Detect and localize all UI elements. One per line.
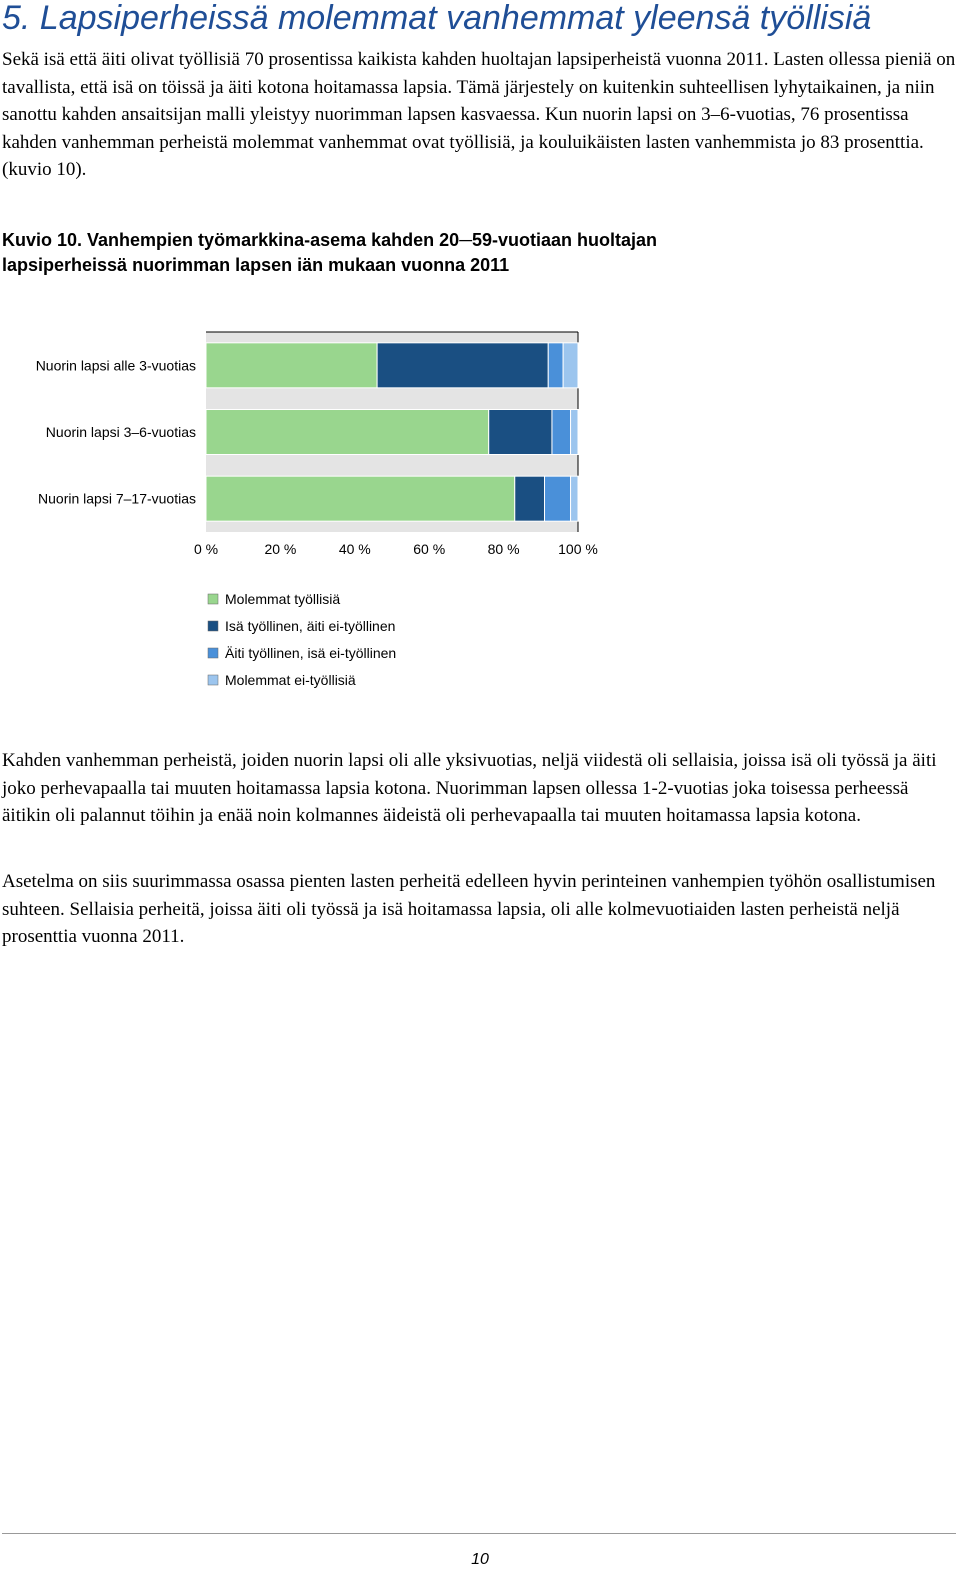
legend-label: Äiti työllinen, isä ei-työllinen — [225, 645, 397, 661]
bar-segment — [489, 410, 552, 455]
section-heading: 5. Lapsiperheissä molemmat vanhemmat yleensä työllisiä — [2, 0, 872, 37]
bar-segment — [563, 343, 578, 388]
x-tick-label: 60 % — [413, 541, 446, 557]
legend-swatch — [208, 648, 218, 658]
x-tick-label: 0 % — [193, 541, 219, 557]
bar-segment — [377, 343, 548, 388]
body-paragraph-1: Kahden vanhemman perheistä, joiden nuorin lapsi oli alle yksivuotias, neljä viidestä oli sellaisia, joissa isä oli työssä ja äiti joko perhevapaalla tai muuten hoitamassa lapsia kotona. Nuorimman lapsen ollessa 1-2-vuotias joka toisessa perheessä äitikin oli palannut töihin ja enää noin kolmannes äideistä oli perhevapaalla tai muuten hoitamassa lapsia kotona. — [2, 750, 937, 826]
bar-segment — [552, 410, 571, 455]
x-tick-label: 100 % — [558, 541, 598, 557]
legend-swatch — [208, 594, 218, 604]
footer-divider — [2, 1533, 956, 1534]
stacked-bar-chart — [0, 318, 720, 708]
legend-label: Molemmat ei-työllisiä — [225, 672, 356, 688]
bar-segment — [571, 476, 578, 521]
x-tick-label: 80 % — [487, 541, 520, 557]
legend-swatch — [208, 675, 218, 685]
bar-segment — [545, 476, 571, 521]
bar-segment — [548, 343, 563, 388]
bar-segment — [515, 476, 545, 521]
page-number: 10 — [471, 1551, 489, 1568]
intro-paragraph: Sekä isä että äiti olivat työllisiä 70 prosentissa kaikista kahden huoltajan lapsiperheistä vuonna 2011. Lasten ollessa pieniä on tavallista, että isä on töissä ja äiti kotona hoitamassa lapsia. Tämä järjestely on kuitenkin suhteellisen lyhytaikainen, ja niin sanottu kahden ansaitsijan malli yleistyy nuorimman lapsen kasvaessa. Kun nuorin lapsi on 3–6-vuotias, 76 prosentissa kahden vanhemman perheistä molemmat vanhemmat ovat työllisiä, ja kouluikäisten lasten vanhemmista jo 83 prosenttia. (kuvio 10). — [2, 49, 956, 180]
category-label: Nuorin lapsi 3–6-vuotias — [45, 424, 196, 440]
legend-label: Molemmat työllisiä — [225, 591, 341, 607]
legend-label: Isä työllinen, äiti ei-työllinen — [225, 618, 396, 634]
bar-segment — [206, 343, 377, 388]
figure-caption: Kuvio 10. Vanhempien työmarkkina-asema kahden 20─59-vuotiaan huoltajan lapsiperheissä nuorimman lapsen iän mukaan vuonna 2011 — [2, 230, 657, 275]
category-label: Nuorin lapsi alle 3-vuotias — [35, 357, 196, 374]
bar-segment — [571, 410, 578, 455]
category-label: Nuorin lapsi 7–17-vuotias — [38, 490, 196, 507]
body-paragraph-2: Asetelma on siis suurimmassa osassa pienten lasten perheitä edelleen hyvin perinteinen vanhempien työhön osallistumisen suhteen. Sellaisia perheitä, joissa äiti oli työssä ja isä hoitamassa lapsia, oli alle kolmevuotiaiden lasten perheistä neljä prosenttia vuonna 2011. — [2, 871, 936, 947]
bar-segment — [206, 410, 489, 455]
x-tick-label: 40 % — [338, 541, 371, 557]
bar-segment — [206, 476, 515, 521]
x-tick-label: 20 % — [264, 541, 297, 557]
legend-swatch — [208, 621, 218, 631]
